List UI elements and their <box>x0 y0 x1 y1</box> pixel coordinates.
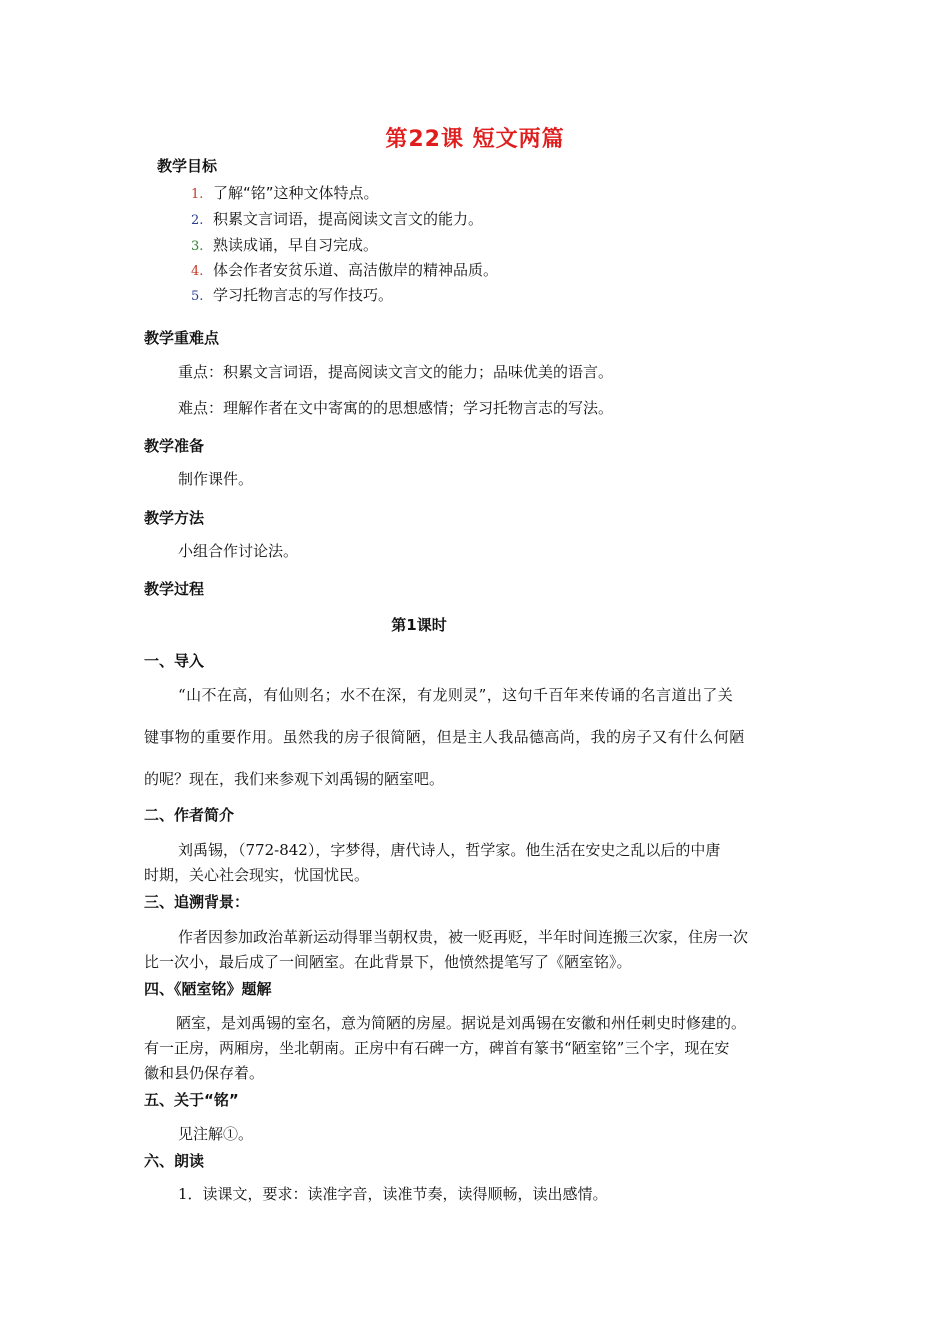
background-line: 作者因参加政治革新运动得罪当朝权贵，被一贬再贬，半年时间连搬三次家，住房一次 <box>178 928 749 946</box>
preparation-text: 制作课件。 <box>178 470 254 488</box>
preparation-heading: 教学准备 <box>144 437 205 455</box>
author-line: 时期，关心社会现实，忧国忧民。 <box>144 866 370 884</box>
method-heading: 教学方法 <box>144 509 205 527</box>
goal-number: 2. <box>191 213 204 228</box>
background-line: 比一次小，最后成了一间陋室。在此背景下，他愤然提笔写了《陋室铭》。 <box>144 953 632 971</box>
goal-text: 学习托物言志的写作技巧。 <box>213 286 394 304</box>
goal-text: 了解“铭”这种文体特点。 <box>213 184 379 202</box>
intro-line: 的呢？现在，我们来参观下刘禹锡的陋室吧。 <box>144 770 445 788</box>
title-explain-line: 陋室，是刘禹锡的室名，意为简陋的房屋。据说是刘禹锡在安徽和州任刺史时修建的。 <box>176 1014 747 1032</box>
goal-number: 4. <box>191 264 204 279</box>
goal-text: 积累文言词语，提高阅读文言文的能力。 <box>213 210 484 228</box>
goal-item <box>191 259 498 280</box>
goal-item <box>191 284 393 305</box>
lesson-title: 第22课 短文两篇 <box>385 127 565 152</box>
goal-text: 熟读成诵，早自习完成。 <box>213 236 379 254</box>
session-title: 第1课时 <box>391 616 447 634</box>
key-points-heading: 教学重难点 <box>144 329 220 347</box>
goal-item <box>191 208 483 229</box>
goal-number: 3. <box>191 239 204 254</box>
intro-heading: 一、导入 <box>144 652 205 670</box>
title-explain-line: 有一正房，两厢房，坐北朝南。正房中有石碑一方，碑首有篆书“陋室铭”三个字，现在安 <box>144 1039 730 1057</box>
reading-text: 1．读课文，要求：读准字音，读准节奏，读得顺畅，读出感情。 <box>178 1185 608 1203</box>
about-ming-text: 见注解①。 <box>178 1125 254 1143</box>
focus-text: 重点：积累文言词语，提高阅读文言文的能力；品味优美的语言。 <box>178 363 614 381</box>
goal-number: 5. <box>191 289 204 304</box>
goal-text: 体会作者安贫乐道、高洁傲岸的精神品质。 <box>213 261 499 279</box>
intro-line: “山不在高，有仙则名；水不在深，有龙则灵”，这句千百年来传诵的名言道出了关 <box>178 686 734 704</box>
goal-item <box>191 182 379 203</box>
difficulty-text: 难点：理解作者在文中寄寓的的思想感情；学习托物言志的写法。 <box>178 399 614 417</box>
goal-number: 1. <box>191 187 204 202</box>
intro-line: 键事物的重要作用。虽然我的房子很简陋，但是主人我品德高尚，我的房子又有什么何陋 <box>144 728 745 746</box>
background-heading: 三、追溯背景： <box>144 893 250 911</box>
title-explain-line: 徽和县仍保存着。 <box>144 1064 265 1082</box>
goal-item <box>191 234 378 255</box>
goals-heading: 教学目标 <box>157 157 218 175</box>
author-heading: 二、作者简介 <box>144 806 235 824</box>
author-line: 刘禹锡，（772-842），字梦得，唐代诗人，哲学家。他生活在安史之乱以后的中唐 <box>178 841 721 859</box>
reading-heading: 六、朗读 <box>144 1152 205 1170</box>
process-heading: 教学过程 <box>144 580 205 598</box>
title-explain-heading: 四、《陋室铭》题解 <box>144 980 272 998</box>
method-text: 小组合作讨论法。 <box>178 542 299 560</box>
about-ming-heading: 五、关于“铭” <box>144 1091 239 1109</box>
